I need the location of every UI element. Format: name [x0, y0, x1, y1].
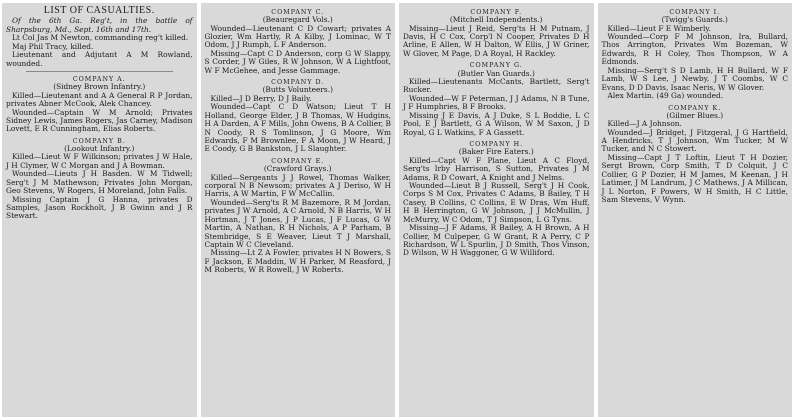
- company-b-wounded: Wounded—Lieuts J H Basden. W M Tidwell; Serg't J M Mathewson; Privates John Morgan, Geo Stevens, W Rogers, H Moreland, John Falls.: [6, 169, 193, 196]
- entry-tracy: Maj Phil Tracy, killed.: [12, 41, 94, 51]
- company-g-missing: Missing J E Davis, A J Duke, S L Boddie, L C Pool, E J Bartlett, G A Wilson, W M Saxon, J D Royal, G L Watkins, F A Gassett.: [403, 110, 590, 137]
- company-k-unit: (Gilmer Blues.): [666, 110, 724, 120]
- company-e-heading: COMPANY E.: [271, 157, 325, 165]
- company-i-unit: (Twigg's Guards.): [661, 15, 728, 25]
- company-f-heading: COMPANY F.: [470, 9, 523, 16]
- company-k-killed: Killed—J A Johnson.: [607, 119, 682, 129]
- company-i-heading: COMPANY I.: [669, 9, 721, 16]
- company-a-killed: Killed—Lieutenant and A A General R P Jordan, privates Abner McCook, Alek Chancey.: [6, 90, 193, 109]
- company-g-wounded: Wounded—W F Peterman, J J Adams, N B Tune, J F Humphries, B F Brooks.: [403, 93, 590, 112]
- company-d-wounded: Wounded—Capt C D Watson; Lieut T H Holland, George Elder, J B Thomas, W Hudgins, H A Darden, A F Mills, John Owens, B A Collier, B N Coody, R S Tomlinson, J G Moore, Wm Edwards, F M Brownlee, F A Moon, J W Heard, J E Coody, G B Bankston, J L Slaughter.: [204, 102, 391, 154]
- company-k-missing: Missing—Capt J T Loftin, Lieut T H Dozier, Sergt Brown, Corp Smith, T D Colquit, J C Collier, G P Dozier, H M James, M Keenan, J H Latimer, J M Landrum, J C Mathews, J A Millican, J L Norton, F Powers, W H Smith, H C Little, Sam Stevens, V Wynn.: [601, 152, 788, 205]
- company-a-unit: (Sidney Brown Infantry.): [53, 82, 146, 92]
- company-e-unit: (Crawford Grays.): [263, 164, 332, 174]
- company-d-killed: Killed—J D Berry, D J Baily.: [210, 93, 312, 103]
- company-h-heading: COMPANY H.: [469, 141, 524, 149]
- company-f-missing: Missing—Lieut J Reid, Serg'ts H M Putnam, J Davis, H C Cox, Corp'l N Cooper, Privates D H Arline, E Allen, W H Dalton, W Ellis, J W Griner, W Glover, M Page, D A Royal, H Rackley.: [403, 23, 590, 58]
- column-4: [598, 3, 793, 417]
- company-h-wounded: Wounded—Lieut B J Russell, Serg't J H Cook, Corps S M Cox, Privates C Adams, B Bailey, T H Casey, B Collins, C Collins, E W Dras, Wm Huff, H B Herrington, G W Johnson, J J McMullin, J McMurry, W C Odom, T J Simpson, L G Tyns.: [403, 180, 590, 224]
- company-c-missing: Missing—Capt C D Anderson, corp G W Slappy, S Corder, J W Giles, R W Johnson, W A Lightfoot, W F McGehee, and Jesse Gammage.: [204, 48, 391, 75]
- company-k-wounded: Wounded—J Bridget, J Fitzgeral, J G Hartfield, A Hendricks, T J Johnson, Wm Tucker, M W Tucker, and N C Stowert.: [601, 127, 788, 154]
- company-g-killed: Killed—Lieutenants McCants, Bartlett, Serg't Rucker.: [403, 76, 590, 95]
- column-2: [201, 3, 396, 417]
- casualties-title: LIST OF CASUALTIES.: [43, 5, 155, 16]
- company-h-killed: Killed—Capt W F Plane, Lieut A C Floyd, Serg'ts Irby Harrison, S Sutton, Privates J M Adams, R D Cowart, A Knight and J Nelms.: [403, 155, 590, 182]
- company-i-wounded: Wounded—Corp F M Johnson, Ira, Bullard, Thos Arrington, Privates Wm Bozeman, W Edwards, R H Coley, Thos Thompson, W A Edmonds.: [601, 32, 788, 67]
- company-a-wounded: Wounded—Captain W M Arnold; Privates Sidney Lewis, James Rogers, Jas Carney, Madison Lovett, E R Cunningham, Elias Roberts.: [6, 107, 193, 134]
- company-h-unit: (Baker Fire Eaters.): [458, 147, 534, 157]
- company-f-unit: (Mitchell Independents.): [449, 15, 543, 25]
- entry-rowland: Lieutenant and Adjutant A M Rowland, wounded.: [6, 50, 193, 68]
- divider: [26, 71, 173, 72]
- column-3: [399, 3, 594, 417]
- company-d-heading: COMPANY D.: [271, 79, 325, 87]
- entry-newton: Lt Col Jas M Newton, commanding reg't killed.: [12, 33, 189, 43]
- company-e-wounded: Wounded—Serg'ts R M Bazemore, R M Jordan, privates J W Arnold, A C Arnold, N B Harris, W H Hortman, J T Jones, J P Lucas, J F Lucas, G W Martin, A Nathan, R H Nichols, A P Parham, B Stembridge, S E Weaver, Lieut T J Marshall, Captain W C Cleveland.: [204, 197, 391, 250]
- company-g-heading: COMPANY G.: [469, 62, 523, 70]
- company-b-missing: Missing Captain J G Hanna, privates D Samples, Jason Rockholt, J B Gwinn and J R Stewart.: [6, 194, 193, 221]
- entry-alex-martin: Alex Martin. (49 Ga) wounded.: [607, 91, 724, 101]
- company-i-killed: Killed—Lieut F E Wimberly.: [607, 23, 711, 33]
- company-e-killed: Killed—Sergeants J J Rowel, Thomas Walker, corporal N B Newsom; privates A J Deriso, W H Harris, A W Martin, F W McCallin.: [204, 172, 391, 199]
- company-b-unit: (Lookout Infantry.): [64, 143, 135, 153]
- company-e-missing: Missing—Lt Z A Fowler, privates H N Bowers, S F Jackson, E Maddin, W H Parker, M Reasford, J M Roberts, W R Rowell, J W Roberts.: [204, 248, 391, 275]
- company-a-heading: COMPANY A.: [72, 76, 126, 84]
- company-c-heading: COMPANY C.: [271, 9, 325, 16]
- company-b-killed: Killed—Lieut W F Wilkinson; privates J W Hale, J H Clymer, W C Morgan and J A Bowman.: [6, 152, 193, 170]
- company-c-wounded: Wounded—Lieutenant C D Cowart; privates A Glozier, Wm Hartly, R A Kilby, J Lominac, W T Odom, J J Rumph, L F Anderson.: [204, 23, 391, 50]
- company-i-missing: Missing—Serg't S D Lamb, H H Bullard, W F Lamb, W S Lee, J Newby, J T Coombs, W C Evans, D D Davis, Isaac Neris, W W Glover.: [601, 65, 788, 92]
- company-b-heading: COMPANY B.: [72, 137, 126, 145]
- company-d-unit: (Butts Volunteers.): [262, 85, 333, 95]
- company-g-unit: (Butler Van Guards.): [457, 68, 535, 78]
- company-k-heading: COMPANY K.: [668, 104, 722, 112]
- company-c-unit: (Beauregard Vols.): [262, 15, 333, 25]
- column-1: [2, 3, 197, 417]
- casualties-subtitle: Of the 6th Ga. Reg't, in the battle of Sharpsburg, Md., Sept. 16th and 17th.: [6, 16, 193, 34]
- company-h-missing: Missing—J F Adams, R Bailey, A H Brown, A H Collier, M Culpeper, G W Grant, R A Perry, C P Richardson, W L Spurlin, J D Smith, Thos Vinson, D Wilson, W H Waggoner, G W Williford.: [403, 223, 590, 258]
